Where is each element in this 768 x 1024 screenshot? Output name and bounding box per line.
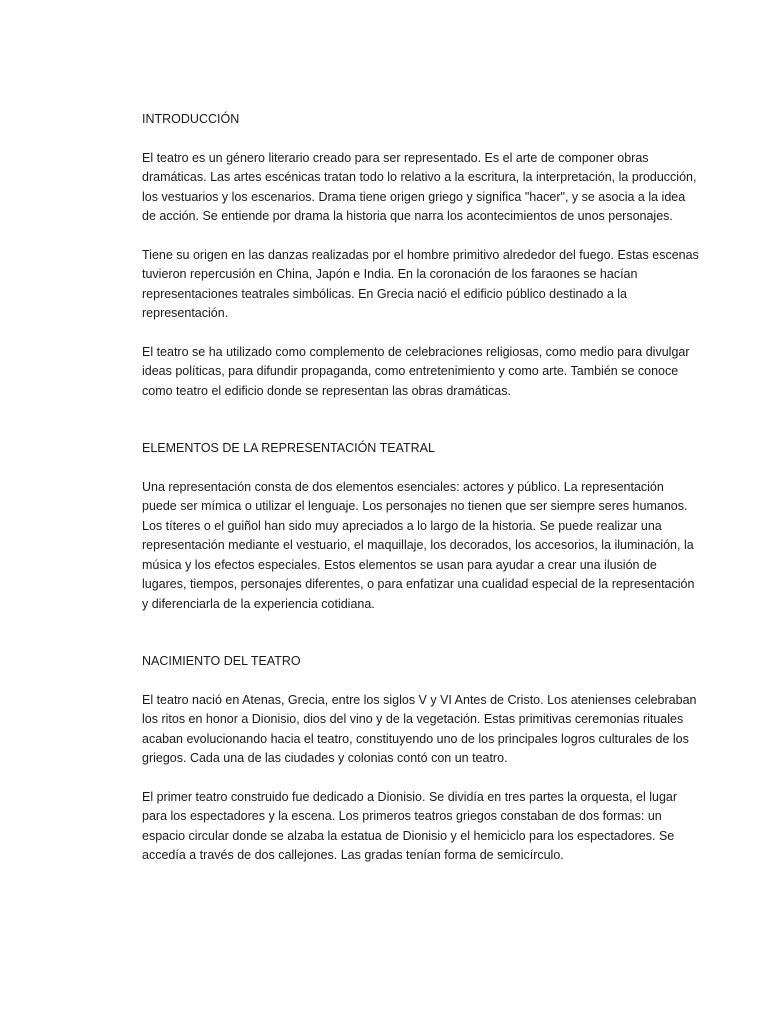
paragraph-introduccion-2: Tiene su origen en las danzas realizadas por el hombre primitivo alrededor del fuego. Estas escenas tuvieron repercusión en China, Japón e India. En la coronación de los faraones se hacían representaciones teatrales simbólicas. En Grecia nació el edificio público destinado a la representación. xyxy=(142,247,699,320)
section-heading-elementos: ELEMENTOS DE LA REPRESENTACIÓN TEATRAL xyxy=(142,441,435,455)
section-heading-nacimiento: NACIMIENTO DEL TEATRO xyxy=(142,654,301,668)
document-page xyxy=(142,110,702,866)
paragraph-nacimiento-2: El primer teatro construido fue dedicado a Dionisio. Se dividía en tres partes la orquesta, el lugar para los espectadores y la escena. Los primeros teatros griegos constaban de dos formas: un espacio circular donde se alzaba la estatua de Dionisio y el hemiciclo para los espectadores. Se accedía a través de dos callejones. Las gradas tenían forma de semicírculo. xyxy=(142,789,678,862)
paragraph-elementos-1: Una representación consta de dos elementos esenciales: actores y público. La representación puede ser mímica o utilizar el lenguaje. Los personajes no tienen que ser siempre seres humanos. Los títeres o el guiñol han sido muy apreciados a lo largo de la historia. Se puede realizar una representación mediante el vestuario, el maquillaje, los decorados, los accesorios, la iluminación, la música y los efectos especiales. Estos elementos se usan para ayudar a crear una ilusión de lugares, tiempos, personajes diferentes, o para enfatizar una cualidad especial de la representación y diferenciarla de la experiencia cotidiana. xyxy=(142,479,695,611)
paragraph-introduccion-3: El teatro se ha utilizado como complemento de celebraciones religiosas, como medio para divulgar ideas políticas, para difundir propaganda, como entretenimiento y como arte. También se conoce como teatro el edificio donde se representan las obras dramáticas. xyxy=(142,344,690,398)
paragraph-nacimiento-1: El teatro nació en Atenas, Grecia, entre los siglos V y VI Antes de Cristo. Los atenienses celebraban los ritos en honor a Dionisio, dios del vino y de la vegetación. Estas primitivas ceremonias rituales acaban evolucionando hacia el teatro, constituyendo uno de los principales logros culturales de los griegos. Cada una de las ciudades y colonias contó con un teatro. xyxy=(142,692,697,765)
paragraph-introduccion-1: El teatro es un género literario creado para ser representado. Es el arte de componer obras dramáticas. Las artes escénicas tratan todo lo relativo a la escritura, la interpretación, la producción, los vestuarios y los escenarios. Drama tiene origen griego y significa "hacer", y se asocia a la idea de acción. Se entiende por drama la historia que narra los acontecimientos de unos personajes. xyxy=(142,150,697,223)
section-heading-introduccion: INTRODUCCIÓN xyxy=(142,112,240,126)
